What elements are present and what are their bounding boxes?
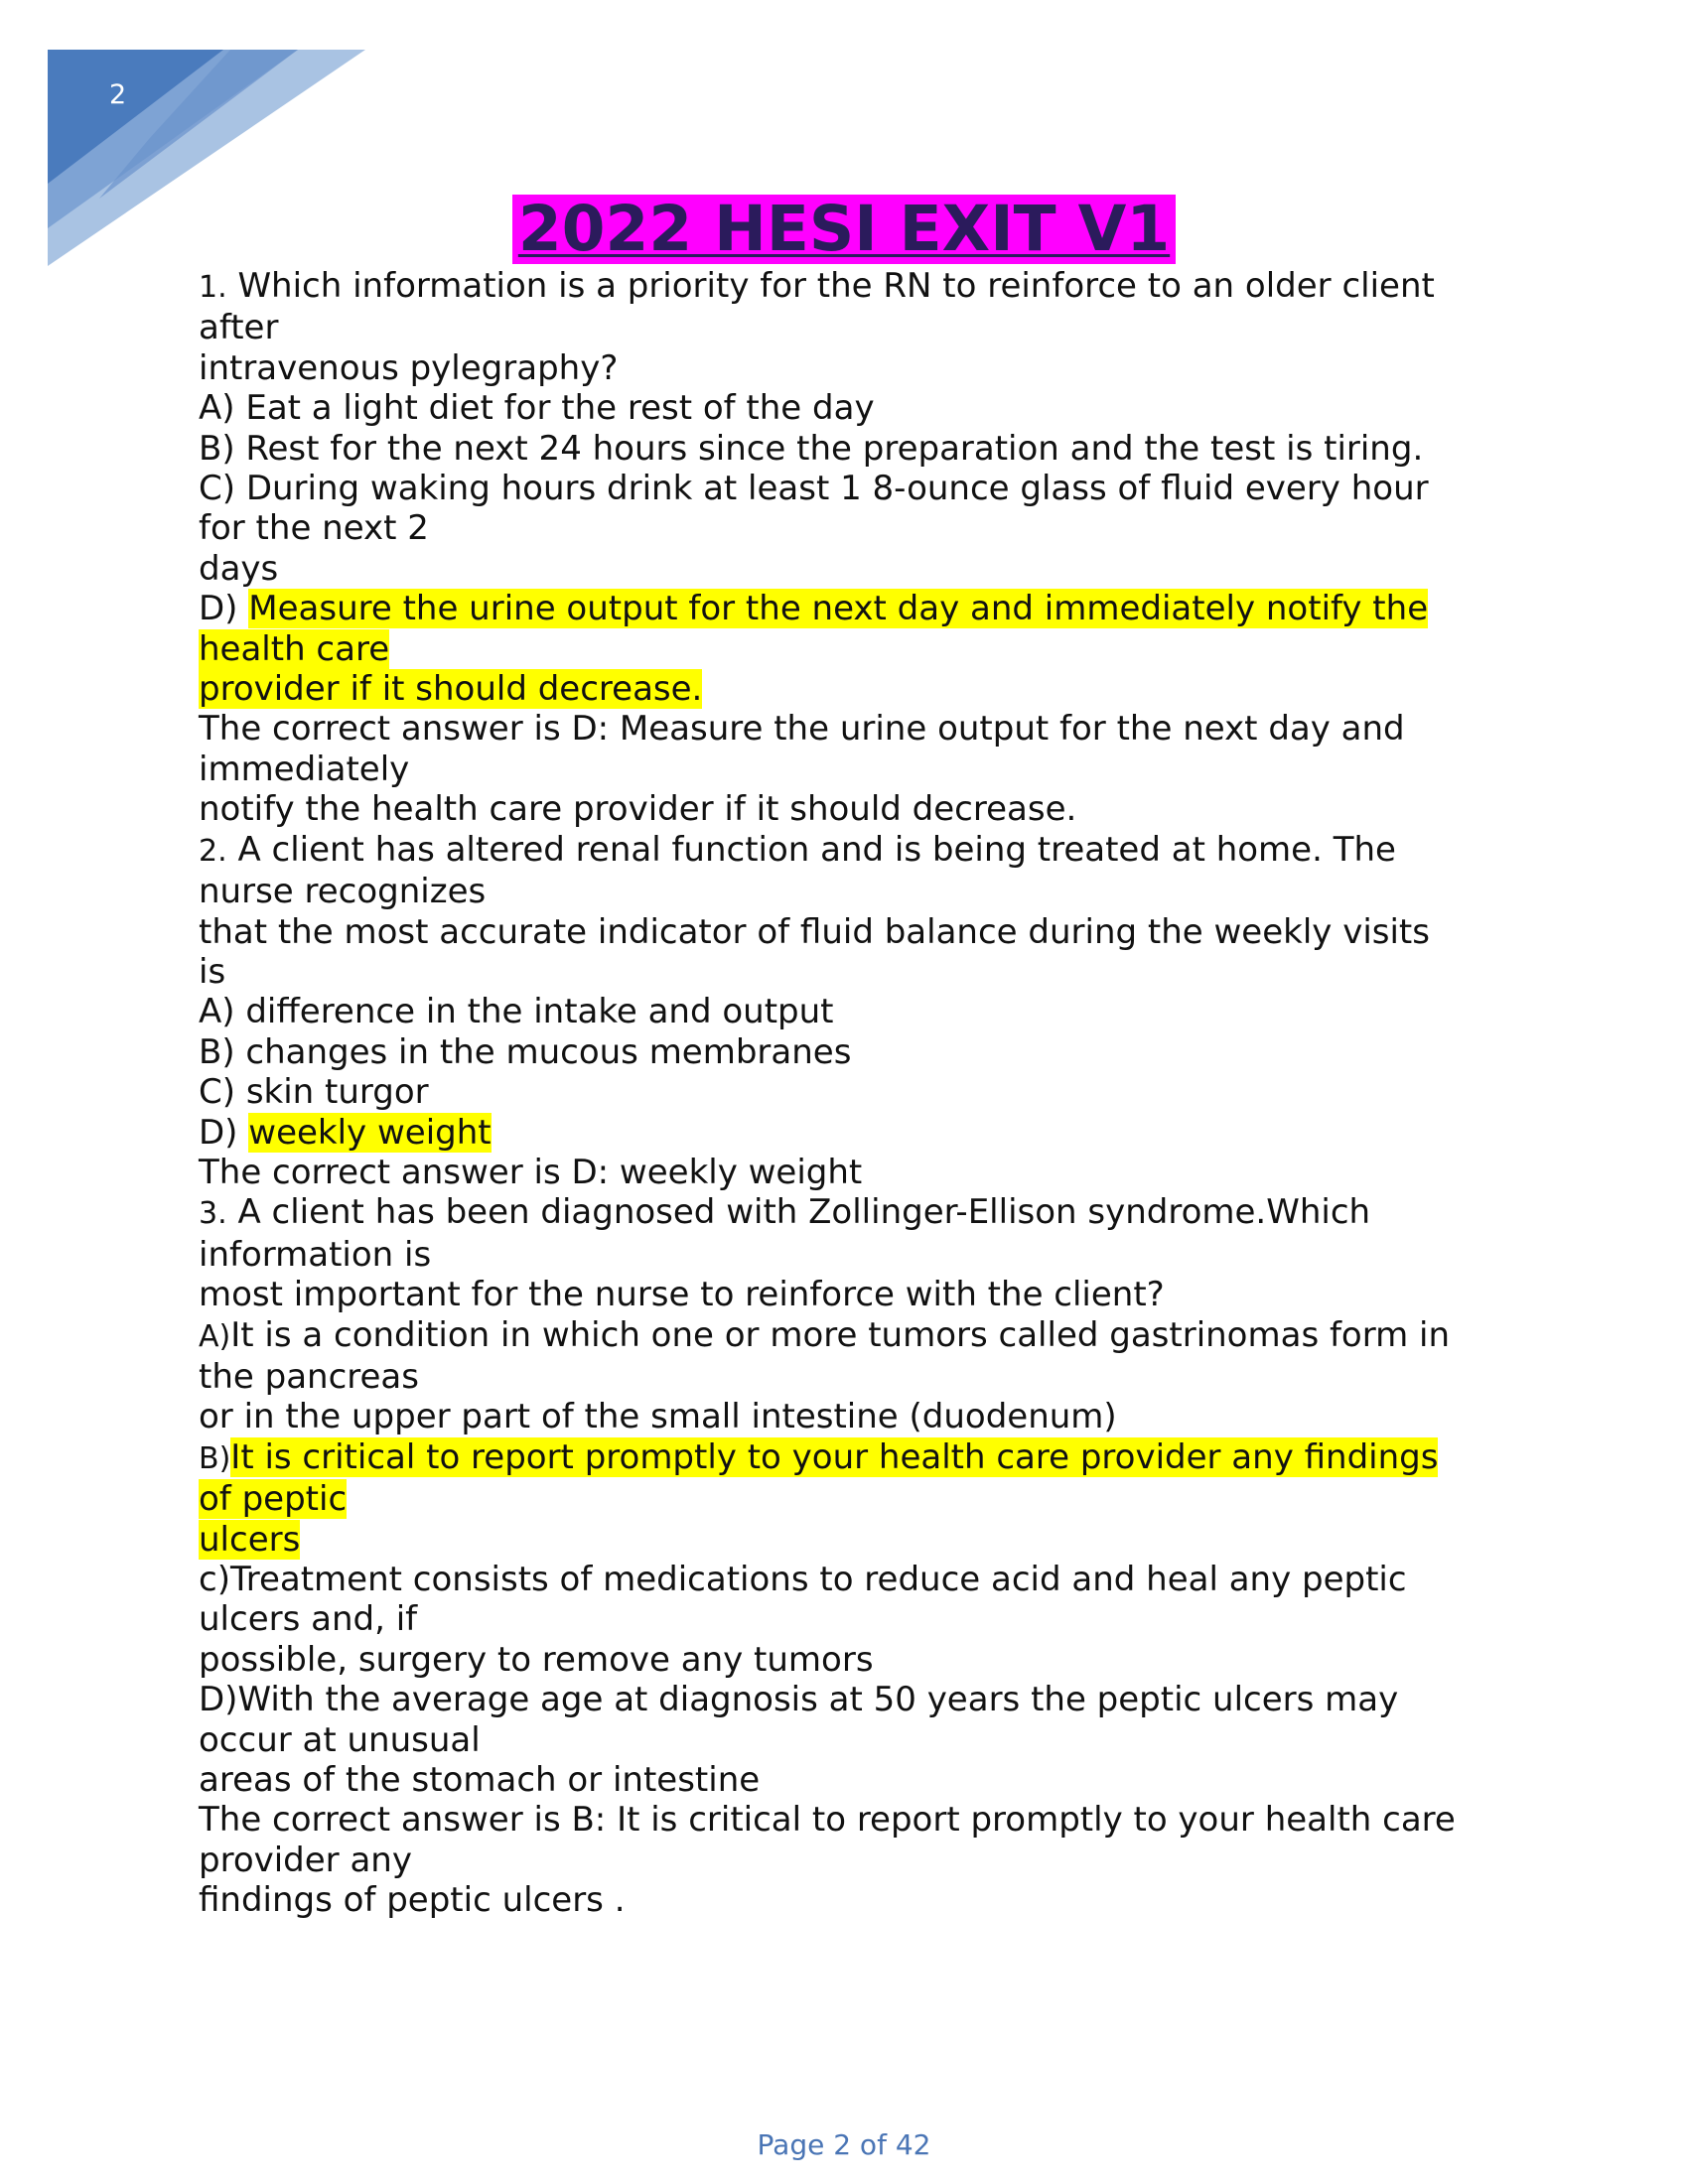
stem-line: that the most accurate indicator of fluid balance during the weekly visits — [199, 911, 1430, 952]
highlighted-answer: ulcers — [199, 1519, 301, 1560]
option-a-cont: the pancreas — [199, 1356, 419, 1397]
stem-line: nurse recognizes — [199, 872, 487, 912]
highlighted-answer: health care — [199, 628, 390, 669]
page-footer: Page 2 of 42 — [757, 2128, 931, 2161]
option-a: A) Eat a light diet for the rest of the day — [199, 388, 875, 429]
document-title: 2022 HESI EXIT V1 — [512, 195, 1176, 264]
option-c-cont: for the next 2 — [199, 508, 429, 549]
option-d-cont — [199, 669, 1489, 709]
highlighted-answer: of peptic — [199, 1479, 348, 1520]
stem-line: most important for the nurse to reinforce with the client? — [199, 1275, 1165, 1315]
option-d — [199, 1113, 1489, 1153]
highlighted-answer: provider if it should decrease. — [199, 669, 703, 710]
title-area — [0, 195, 1688, 264]
option-b: B) changes in the mucous membranes — [199, 1031, 852, 1072]
question-number: 3. — [199, 1196, 227, 1232]
question-number: 2. — [199, 833, 227, 869]
question-number: 1. — [199, 270, 227, 305]
answer-line: notify the health care provider if it should decrease. — [199, 789, 1077, 830]
option-c-cont: days — [199, 548, 279, 589]
highlighted-answer: It is critical to report promptly to your health care provider any findings — [230, 1436, 1439, 1477]
answer-line: findings of peptic ulcers . — [199, 1880, 626, 1921]
answer-line: The correct answer is D: Measure the urine output for the next day and — [199, 709, 1405, 750]
stem-line: Which information is a priority for the RN to reinforce to an older client — [237, 266, 1435, 306]
answer-line: The correct answer is B: It is critical to report promptly to your health care — [199, 1800, 1456, 1841]
stem-line: after — [199, 308, 279, 348]
option-b — [199, 1437, 1489, 1479]
option-d-cont — [199, 629, 1489, 669]
option-c-cont: possible, surgery to remove any tumors — [199, 1639, 874, 1680]
option-a: A) difference in the intake and output — [199, 992, 834, 1032]
option-a — [199, 1315, 1489, 1357]
option-a-cont: or in the upper part of the small intestine (duodenum) — [199, 1397, 1117, 1437]
option-prefix: D) — [199, 589, 249, 629]
option-d — [199, 589, 1489, 628]
question-2-stem — [199, 830, 1489, 872]
option-c: c)Treatment consists of medications to reduce acid and heal any peptic — [199, 1560, 1407, 1599]
question-3-stem — [199, 1192, 1489, 1234]
option-text: It is a condition in which one or more tumors called gastrinomas form in — [230, 1314, 1451, 1355]
stem-line: A client has been diagnosed with Zollinger-Ellison syndrome.Which — [237, 1192, 1371, 1233]
option-d-cont: occur at unusual — [199, 1719, 481, 1760]
highlighted-answer: Measure the urine output for the next day and immediately notify the — [248, 589, 1429, 629]
highlighted-answer: weekly weight — [248, 1112, 492, 1153]
option-b: B) Rest for the next 24 hours since the preparation and the test is tiring. — [199, 428, 1424, 469]
option-c: C) During waking hours drink at least 1 8-ounce glass of fluid every hour — [199, 469, 1429, 509]
question-1-stem — [199, 266, 1489, 308]
document-body — [199, 266, 1489, 1921]
option-prefix: D) — [199, 1112, 249, 1153]
answer-line: The correct answer is D: weekly weight — [199, 1152, 863, 1192]
stem-line: information is — [199, 1234, 432, 1275]
answer-line: provider any — [199, 1840, 412, 1880]
option-prefix: B) — [199, 1440, 231, 1476]
option-c: C) skin turgor — [199, 1072, 429, 1113]
stem-line: is — [199, 951, 226, 992]
corner-page-number: 2 — [109, 79, 127, 110]
stem-line: intravenous pylegraphy? — [199, 347, 619, 388]
option-d-cont: areas of the stomach or intestine — [199, 1760, 761, 1801]
option-b-cont — [199, 1520, 1489, 1560]
answer-line: immediately — [199, 749, 410, 789]
option-b-cont — [199, 1479, 1489, 1519]
stem-line: A client has altered renal function and is being treated at home. The — [237, 829, 1396, 870]
option-d: D)With the average age at diagnosis at 50 years the peptic ulcers may — [199, 1680, 1399, 1720]
option-prefix: A) — [199, 1318, 231, 1354]
option-c-cont: ulcers and, if — [199, 1599, 418, 1640]
